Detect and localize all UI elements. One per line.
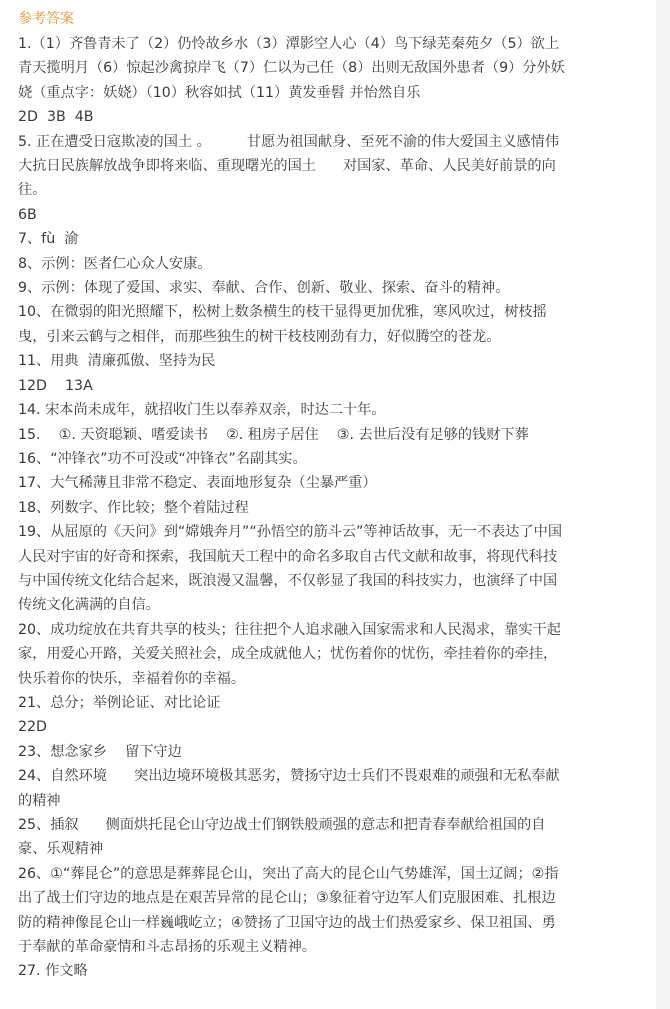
text-line: 26、①“葬昆仑”的意思是葬葬昆仑山，突出了高大的昆仑山气势雄浑，国土辽阔；②指 (18, 865, 559, 882)
text-line: 往。 (18, 182, 47, 199)
text-line: 8、示例：医者仁心众人安康。 (18, 255, 212, 272)
text-line: 16、“冲锋衣”功不可没或“冲锋衣”名副其实。 (18, 450, 307, 467)
text-line: 10、在微弱的阳光照耀下，松树上数条横生的枝干显得更加优雅，寒风吹过，树枝摇 (18, 304, 547, 321)
text-line: 与中国传统文化结合起来，既浪漫又温馨，不仅彰显了我国的科技实力，也演绎了中国 (18, 572, 558, 589)
text-line: 15. ①. 天资聪颖、嗜爱读书 ②. 租房子居住 ③. 去世后没有足够的钱财下葬 (18, 426, 529, 443)
text-line: 18、列数字、作比较；整个着陆过程 (18, 499, 249, 516)
text-line: 豪、乐观精神 (18, 841, 104, 858)
text-line: 曳，引来云鹤与之相伴，而那些独生的树干枝枝刚劲有力，好似腾空的苍龙。 (18, 328, 501, 345)
text-line: 防的精神像昆仑山一样巍峨屹立；④赞扬了卫国守边的战士们热爱家乡、保卫祖国、勇 (18, 914, 556, 931)
text-line: 12D 13A (18, 377, 93, 394)
text-line: 快乐着你的快乐，幸福着你的幸福。 (18, 670, 246, 687)
text-line: 24、自然环境 突出边境环境极其恶劣，赞扬守边士兵们不畏艰难的顽强和无私奉献 (18, 768, 560, 785)
text-line: 23、想念家乡 留下守边 (18, 743, 182, 760)
text-line: 6B (18, 206, 37, 223)
text-line: 人民对宇宙的好奇和探索，我国航天工程中的命名多取自古代文献和故事，将现代科技 (18, 548, 558, 565)
text-line: 大抗日民族解放战争即将来临、重现曙光的国土 对国家、革命、人民美好前景的向 (18, 158, 556, 175)
text-line: 17、大气稀薄且非常不稳定、表面地形复杂（尘暴严重） (18, 475, 377, 492)
text-line: 5. 正在遭受日寇欺凌的国土 。 甘愿为祖国献身、至死不渝的伟大爱国主义感情伟 (18, 133, 560, 150)
text-line: 家，用爱心开路，关爱关照社会，成全成就他人；忧伤着你的忧伤，牵挂着你的牵挂， (18, 646, 558, 663)
text-line: 19、从屈原的《天问》到“嫦娥奔月”“孙悟空的筋斗云”等神话故事，无一不表达了中国 (18, 524, 563, 541)
text-line: 20、成功绽放在共育共享的枝头；往往把个人追求融入国家需求和人民渴求，靠实干起 (18, 621, 561, 638)
text-line: 9、示例：体现了爱国、求实、奉献、合作、创新、敬业、探索、奋斗的精神。 (18, 280, 510, 297)
answer-lines (18, 32, 656, 984)
text-line: 2D 3B 4B (18, 109, 94, 126)
text-line: 青天揽明月（6）惊起沙禽掠岸飞（7）仁以为己任（8）出则无敌国外患者（9）分外妖 (18, 60, 565, 77)
text-line: 22D (18, 719, 47, 736)
document-title: 参考答案 (18, 11, 74, 27)
page-edge-strip (656, 0, 670, 1009)
text-line: 21、总分；举例论证、对比论证 (18, 694, 221, 711)
text-line: 于奉献的革命豪情和斗志昂扬的乐观主义精神。 (18, 939, 316, 956)
text-line: 传统文化满满的自信。 (18, 597, 160, 614)
text-line: 娆（重点字：妖娆）（10）秋容如拭（11）黄发垂髫 并怡然自乐 (18, 84, 421, 101)
text-line: 7、fù 渝 (18, 231, 79, 248)
text-line: 出了战士们守边的地点是在艰苦异常的昆仑山；③象征着守边军人们克服困难、扎根边 (18, 890, 556, 907)
text-line: 14. 宋本尚未成年，就招收门生以奉养双亲，时达二十年。 (18, 402, 386, 419)
text-line: 的精神 (18, 792, 61, 809)
text-line: 25、插叙 侧面烘托昆仑山守边战士们钢铁般顽强的意志和把青春奉献给祖国的自 (18, 817, 546, 833)
text-line: 11、用典 清廉孤傲、坚持为民 (18, 353, 216, 370)
text-line: 27. 作文略 (18, 963, 88, 980)
text-line: 1.（1）齐鲁青未了（2）仍怜故乡水（3）潭影空人心（4）鸟下绿芜秦苑夕（5）欲上 (18, 36, 560, 52)
